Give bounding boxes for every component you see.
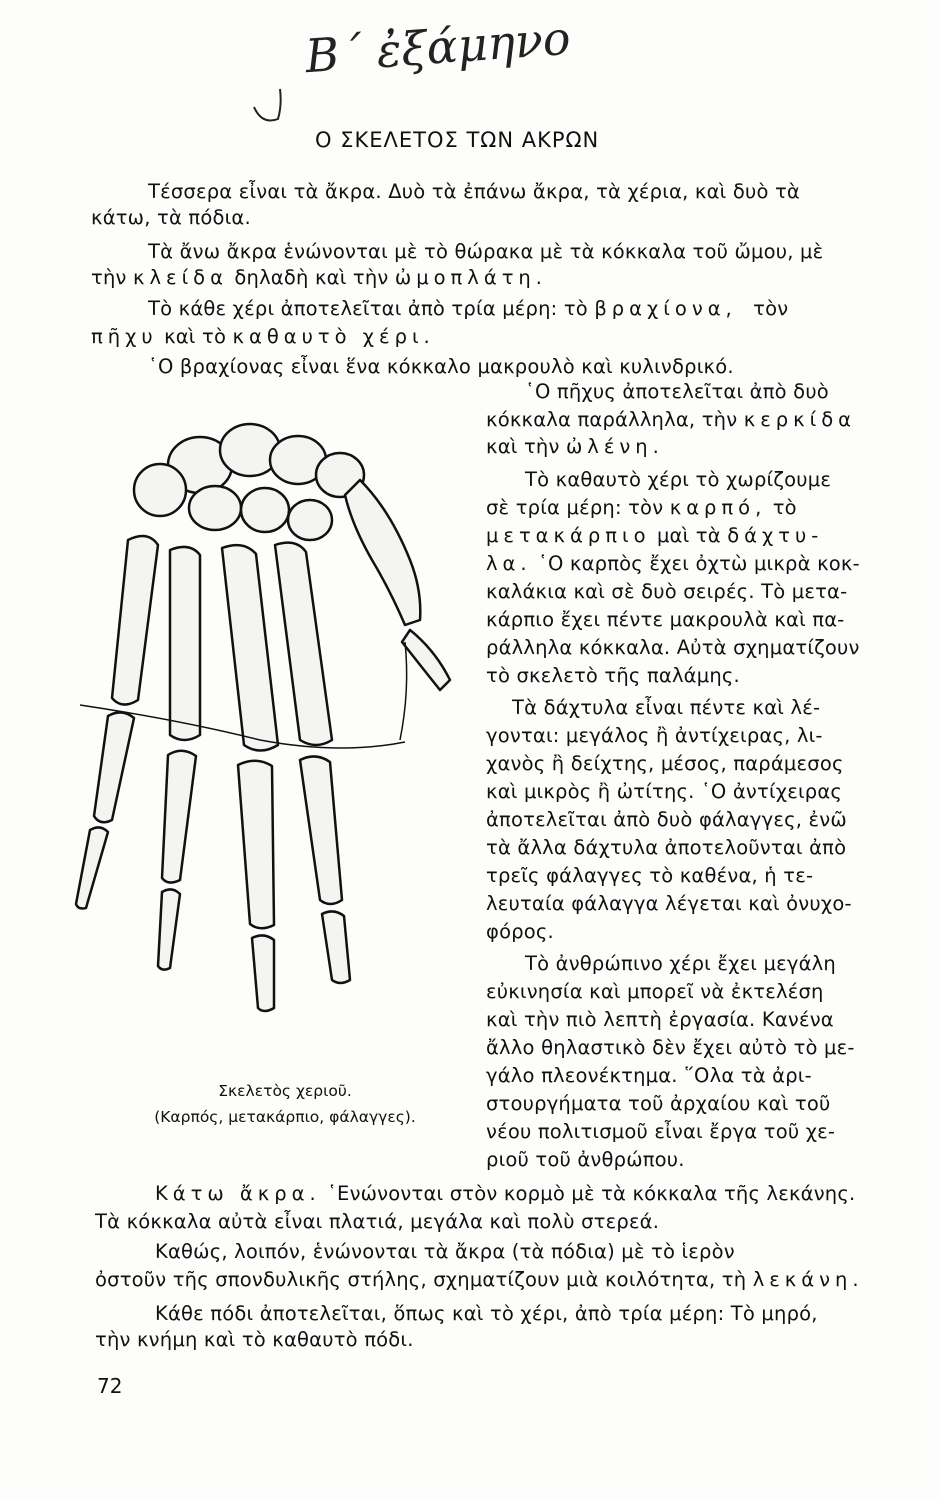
term-vrachiona: βραχίονα, bbox=[594, 297, 737, 320]
text-line bbox=[148, 297, 788, 320]
term-kato-akra: Κάτω ἄκρα. bbox=[155, 1182, 321, 1205]
text-line: ῾Ο βραχίονας εἶναι ἕνα κόκκαλο μακρουλὸ καὶ κυλινδρικό. bbox=[148, 355, 734, 378]
text-line: λευταία φάλαγγα λέγεται καὶ ὀνυχο- bbox=[486, 892, 852, 915]
text-line: γάλο πλεονέκτημα. ῞Ολα τὰ ἀρι- bbox=[486, 1064, 812, 1087]
text-line bbox=[486, 552, 860, 575]
text-line bbox=[486, 524, 823, 547]
term-dachtyla-end: λα. bbox=[486, 552, 532, 575]
text-line: Τὰ δάχτυλα εἶναι πέντε καὶ λέ- bbox=[512, 696, 821, 719]
caption-line-1: Σκελετὸς χεριοῦ. bbox=[218, 1082, 352, 1100]
text-line: νέου πολιτισμοῦ εἶναι ἔργα τοῦ χε- bbox=[486, 1120, 836, 1143]
text-span: κόκκαλα παράλληλα, τὴν bbox=[486, 408, 738, 431]
text-line: τρεῖς φάλαγγες τὸ καθένα, ἡ τε- bbox=[486, 864, 814, 887]
term-metakarpio: μετακάρπιο bbox=[486, 524, 651, 547]
text-span: ῾Ο καρπὸς ἔχει ὀχτὼ μικρὰ κοκ- bbox=[538, 552, 860, 575]
text-span: τὸ bbox=[772, 496, 797, 519]
text-line: κάρπιο ἔχει πέντε μακρουλὰ καὶ πα- bbox=[486, 608, 845, 631]
text-line: ἀποτελεῖται ἀπὸ δυὸ φάλαγγες, ἐνῶ bbox=[486, 808, 847, 831]
text-line: Τὸ ἀνθρώπινο χέρι ἔχει μεγάλη bbox=[525, 952, 836, 975]
text-line: τὰ ἄλλα δάχτυλα ἀποτελοῦνται ἀπὸ bbox=[486, 836, 847, 859]
text-line bbox=[155, 1182, 855, 1205]
text-span: μαὶ τὰ bbox=[656, 524, 721, 547]
term-dachtyla: δάχτυ- bbox=[727, 524, 824, 547]
text-line: ράλληλα κόκκαλα. Αὐτὰ σχηματίζουν bbox=[486, 636, 860, 659]
text-line: Καθώς, λοιπόν, ἑνώνονται τὰ ἄκρα (τὰ πόδια) μὲ τὸ ἱερὸν bbox=[155, 1240, 735, 1263]
text-span: Τὸ κάθε χέρι ἀποτελεῖται ἀπὸ τρία μέρη: τὸ bbox=[148, 297, 588, 320]
text-line: Τὸ καθαυτὸ χέρι τὸ χωρίζουμε bbox=[525, 468, 832, 491]
text-line: χανὸς ἢ δείχτης, μέσος, παράμεσος bbox=[486, 752, 844, 775]
text-line bbox=[95, 1268, 864, 1291]
text-line: Τὰ κόκκαλα αὐτὰ εἶναι πλατιά, μεγάλα καὶ πολὺ στερεά. bbox=[95, 1210, 660, 1233]
text-line: καὶ τὴν πιὸ λεπτὴ ἐργασία. Κανένα bbox=[486, 1008, 834, 1031]
text-line: καὶ μικρὸς ἢ ὠτίτης. ῾Ο ἀντίχειρας bbox=[486, 780, 843, 803]
handwritten-check-mark bbox=[250, 85, 290, 135]
term-omoplati: ὠμοπλάτη. bbox=[394, 266, 547, 289]
page-number: 72 bbox=[97, 1374, 123, 1398]
text-line bbox=[486, 496, 797, 519]
term-lekani: λεκάνη. bbox=[752, 1268, 864, 1291]
text-line: στουργήματα τοῦ ἀρχαίου καὶ τοῦ bbox=[486, 1092, 831, 1115]
text-line bbox=[486, 408, 856, 431]
text-line: τὸ σκελετὸ τῆς παλάμης. bbox=[486, 664, 740, 687]
hand-skeleton-illustration bbox=[60, 420, 470, 1060]
caption-line-2: (Καρπός, μετακάρπιο, φάλαγγες). bbox=[154, 1108, 416, 1126]
term-kathafto-cheri: καθαυτὸ χέρι. bbox=[232, 325, 435, 348]
text-line: εὐκινησία καὶ μπορεῖ νὰ ἐκτελέση bbox=[486, 980, 824, 1003]
page-title: Ο ΣΚΕΛΕΤΟΣ ΤΩΝ ΑΚΡΩΝ bbox=[315, 128, 600, 152]
text-span: δηλαδὴ καὶ τὴν bbox=[234, 266, 389, 289]
text-line bbox=[91, 266, 547, 289]
text-span: καὶ τὴν bbox=[486, 435, 560, 458]
text-line: ἄλλο θηλαστικὸ δὲν ἔχει αὐτὸ τὸ με- bbox=[486, 1036, 855, 1059]
figure-caption bbox=[120, 1082, 450, 1126]
text-span: σὲ τρία μέρη: τὸν bbox=[486, 496, 664, 519]
text-line: Κάθε πόδι ἀποτελεῖται, ὅπως καὶ τὸ χέρι, ἀπὸ τρία μέρη: Τὸ μηρό, bbox=[155, 1302, 818, 1325]
term-karpo: καρπό, bbox=[669, 496, 767, 519]
text-line: τὴν κνήμη καὶ τὸ καθαυτὸ πόδι. bbox=[95, 1328, 414, 1351]
text-line: Τέσσερα εἶναι τὰ ἄκρα. Δυὸ τὰ ἐπάνω ἄκρα, τὰ χέρια, καὶ δυὸ τὰ bbox=[148, 180, 800, 203]
text-span: ὀστοῦν τῆς σπονδυλικῆς στήλης, σχηματίζουν μιὰ κοιλότητα, τὴ bbox=[95, 1268, 747, 1291]
text-line: φόρος. bbox=[486, 920, 554, 943]
text-span: τὴν bbox=[91, 266, 127, 289]
term-kleida: κλείδα bbox=[133, 266, 228, 289]
text-span: καὶ τὸ bbox=[164, 325, 227, 348]
text-span: ῾Ενώνονται στὸν κορμὸ μὲ τὰ κόκκαλα τῆς λεκάνης. bbox=[327, 1182, 856, 1205]
text-line: ριοῦ τοῦ ἀνθρώπου. bbox=[486, 1148, 685, 1171]
text-span: τὸν bbox=[753, 297, 789, 320]
term-kerkida: κερκίδα bbox=[743, 408, 857, 431]
term-olene: ὠλένη. bbox=[565, 435, 664, 458]
handwritten-note: Β΄ ἐξάμηνο bbox=[303, 10, 573, 84]
text-line: καλάκια καὶ σὲ δυὸ σειρές. Τὸ μετα- bbox=[486, 580, 848, 603]
text-line: ῾Ο πῆχυς ἀποτελεῖται ἀπὸ δυὸ bbox=[525, 380, 829, 403]
term-pichy: πῆχυ bbox=[91, 325, 158, 348]
text-line: γονται: μεγάλος ἢ ἀντίχειρας, λι- bbox=[486, 724, 823, 747]
text-line: Τὰ ἄνω ἄκρα ἑνώνονται μὲ τὸ θώρακα μὲ τὰ κόκκαλα τοῦ ὤμου, μὲ bbox=[148, 240, 824, 263]
text-line bbox=[486, 435, 664, 458]
text-line bbox=[91, 325, 435, 348]
text-line: κάτω, τὰ πόδια. bbox=[91, 206, 251, 229]
